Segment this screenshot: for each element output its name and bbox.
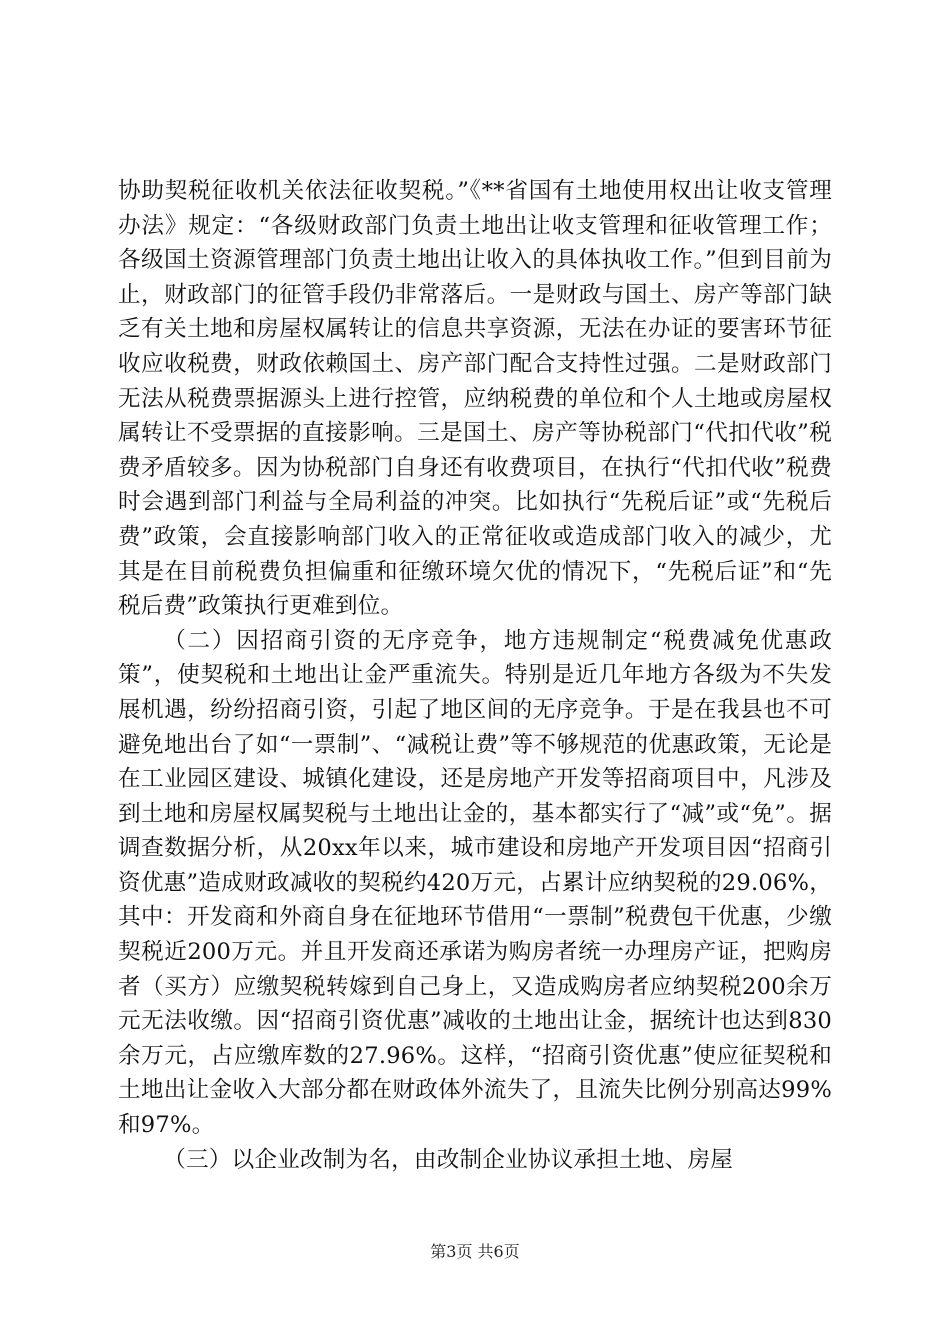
paragraph-1: 协助契税征收机关依法征收契税。”《**省国有土地使用权出让收支管理办法》规定：“各级财政部门负责土地出让收支管理和征收管理工作；各级国土资源管理部门负责土地出让收入的具体执收工作。”但到目前为止，财政部门的征管手段仍非常落后。一是财政与国土、房产等部门缺乏有关土地和房屋权属转让的信息共享资源，无法在办证的要害环节征收应收税费，财政依赖国土、房产部门配合支持性过强。二是财政部门无法从税费票据源头上进行控管，应纳税费的单位和个人土地或房屋权属转让不受票据的直接影响。三是国土、房产等协税部门“代扣代收”税费矛盾较多。因为协税部门自身还有收费项目，在执行“代扣代收”税费时会遇到部门利益与全局利益的冲突。比如执行“先税后证”或“先税后费”政策，会直接影响部门收入的正常征收或造成部门收入的减少，尤其是在目前税费负担偏重和征缴环境欠优的情况下，“先税后证”和“先税后费”政策执行更难到位。	[118, 178, 833, 620]
document-body	[118, 174, 832, 1177]
page-footer: 第3页 共6页	[430, 1242, 520, 1261]
paragraph-3: （三）以企业改制为名，由改制企业协议承担土地、房屋	[163, 1146, 734, 1173]
paragraph-2: （二）因招商引资的无序竞争，地方违规制定“税费减免优惠政策”，使契税和土地出让金严重流失。特别是近几年地方各级为不失发展机遇，纷纷招商引资，引起了地区间的无序竞争。于是在我县也不可避免地出台了如“一票制”、“减税让费”等不够规范的优惠政策，无论是在工业园区建设、城镇化建设，还是房地产开发等招商项目中，凡涉及到土地和房屋权属契税与土地出让金的，基本都实行了“减”或“免”。据调查数据分析，从20xx年以来，城市建设和房地产开发项目因“招商引资优惠”造成财政减收的契税约420万元，占累计应纳契税的29.06%，其中：开发商和外商自身在征地环节借用“一票制”税费包干优惠，少缴契税近200万元。并且开发商还承诺为购房者统一办理房产证，把购房者（买方）应缴契税转嫁到自己身上，又造成购房者应纳契税200余万元无法收缴。因“招商引资优惠”减收的土地出让金，据统计也达到830余万元，占应缴库数的27.96%。这样，“招商引资优惠”使应征契税和土地出让金收入大部分都在财政体外流失了，且流失比例分别高达99%和97%。	[118, 627, 833, 1139]
